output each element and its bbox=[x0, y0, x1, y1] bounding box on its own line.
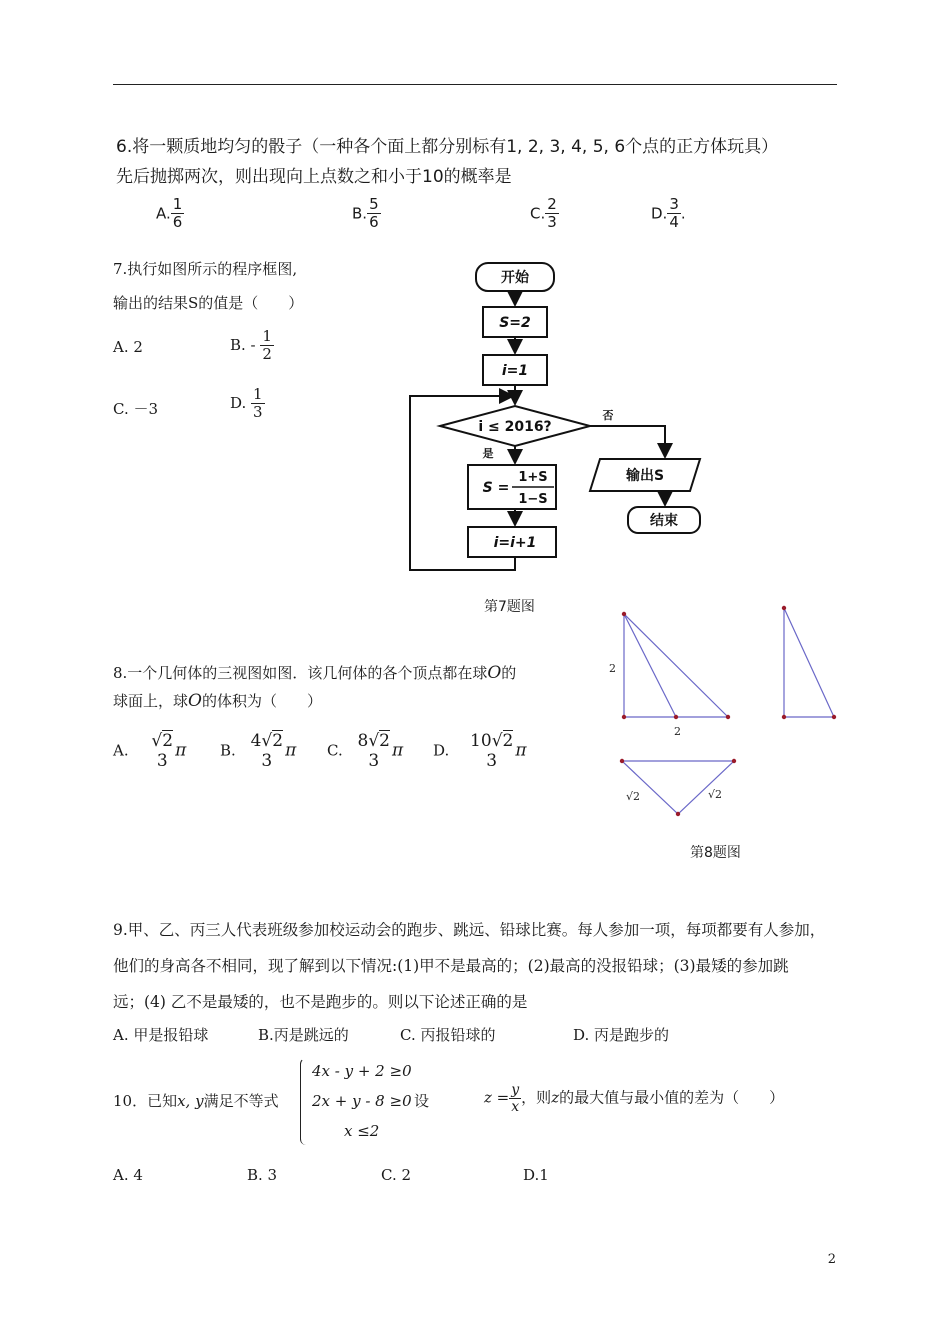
q10-z-definition: z = $\frac{y}{x}$ ，则z的最大值与最小值的差为（ ） bbox=[484, 1082, 785, 1116]
q9-option-d: D. 丙是跑步的 bbox=[573, 1026, 670, 1044]
flow-i-init-label: i=1 bbox=[501, 363, 529, 379]
dim-bottom-label: 2 bbox=[674, 725, 681, 738]
flow-end-label: 结束 bbox=[650, 513, 678, 529]
q10-option-b: B. 3 bbox=[247, 1166, 278, 1184]
q9-line1: 9.甲、乙、丙三人代表班级参加校运动会的跑步、跳远、铅球比赛。每人参加一项，每项都要有人参加， bbox=[113, 921, 826, 939]
flow-update-den: 1−S bbox=[518, 492, 548, 507]
q6-option-d: D. $\frac{3}{4}$ . bbox=[651, 195, 686, 232]
dim-sqrt-right-label: √2 bbox=[708, 788, 723, 801]
q8-line1: 8.一个几何体的三视图如图．该几何体的各个顶点都在球O的 bbox=[113, 663, 517, 683]
q7-option-a: A. 2 bbox=[113, 338, 143, 356]
q8-option-b: B. 4√2 3 π bbox=[220, 731, 297, 771]
front-view-inner-edge bbox=[624, 614, 676, 717]
q9-line2: 他们的身高各不相同，现了解到以下情况:(1)甲不是最高的；(2)最高的没报铅球；(3)最矮的参加跳 bbox=[113, 957, 789, 975]
q9-option-c: C. 丙报铅球的 bbox=[400, 1026, 496, 1044]
q8-option-c: C. 8√2 3 π bbox=[327, 731, 404, 771]
q10-inequality-2: 2x + y - 8 ≥0 bbox=[312, 1092, 412, 1110]
q10-option-c: C. 2 bbox=[381, 1166, 412, 1184]
q10-inequality-1: 4x - y + 2 ≥0 bbox=[312, 1062, 412, 1080]
q7-line2: 输出的结果S的值是（ ） bbox=[113, 294, 304, 312]
q8-figure-caption: 第8题图 bbox=[690, 845, 741, 861]
q10-inequality-3: x ≤2 bbox=[344, 1122, 380, 1140]
flow-no-label: 否 bbox=[602, 409, 614, 422]
q7-figure-caption: 第7题图 bbox=[484, 599, 535, 615]
q10-set-label: 设 bbox=[414, 1092, 430, 1110]
q10-option-d: D.1 bbox=[523, 1166, 549, 1184]
q10-system-brace bbox=[300, 1058, 307, 1145]
page-number: 2 bbox=[827, 1252, 836, 1267]
q8-option-d: D. 10√2 3 π bbox=[433, 731, 527, 771]
q7-flowchart bbox=[400, 255, 720, 580]
flow-update-lhs: S = bbox=[482, 480, 510, 496]
q10-prefix: 10．已知x, y满足不等式 bbox=[113, 1092, 279, 1110]
q6-option-b: B. $\frac{5}{6}$ bbox=[352, 195, 379, 232]
q9-line3: 远；(4) 乙不是最矮的，也不是跑步的。则以下论述正确的是 bbox=[113, 993, 528, 1011]
flow-condition-label: i ≤ 2016? bbox=[478, 419, 552, 435]
flow-yes-label: 是 bbox=[482, 447, 494, 460]
q7-line1: 7.执行如图所示的程序框图, bbox=[113, 260, 298, 278]
dim-left-label: 2 bbox=[609, 662, 616, 675]
flow-s-init-label: S=2 bbox=[499, 315, 531, 331]
q9-option-b: B.丙是跳远的 bbox=[258, 1026, 349, 1044]
q6-option-c: C. $\frac{2}{3}$ bbox=[530, 195, 557, 232]
flow-output-label: 输出S bbox=[625, 468, 665, 484]
q8-line2: 球面上，球O的体积为（ ） bbox=[113, 691, 322, 711]
side-view-triangle bbox=[784, 608, 834, 717]
q8-option-a: A. √2 3 π bbox=[113, 731, 187, 771]
flow-start-label: 开始 bbox=[501, 270, 529, 286]
q7-option-c: C. －3 bbox=[113, 400, 159, 418]
q7-option-b: B. - $\frac{1}{2}$ bbox=[230, 327, 272, 364]
q7-option-d: D. $\frac{1}{3}$ bbox=[230, 385, 263, 422]
q8-three-view-figure bbox=[600, 598, 845, 828]
flow-inc-label: i=i+1 bbox=[493, 535, 537, 551]
flow-update-num: 1+S bbox=[518, 470, 548, 485]
q6-line2: 先后抛掷两次，则出现向上点数之和小于10的概率是 bbox=[116, 167, 512, 187]
front-view-triangle bbox=[624, 614, 728, 717]
q10-option-a: A. 4 bbox=[113, 1166, 143, 1184]
q6-option-a: A. $\frac{1}{6}$ bbox=[156, 195, 183, 232]
header-rule bbox=[113, 84, 837, 85]
dim-sqrt-left-label: √2 bbox=[626, 790, 641, 803]
q6-line1: 6.将一颗质地均匀的骰子（一种各个面上都分别标有1, 2, 3, 4, 5, 6个点的正方体玩具） bbox=[116, 137, 779, 157]
q9-option-a: A. 甲是报铅球 bbox=[113, 1026, 209, 1044]
